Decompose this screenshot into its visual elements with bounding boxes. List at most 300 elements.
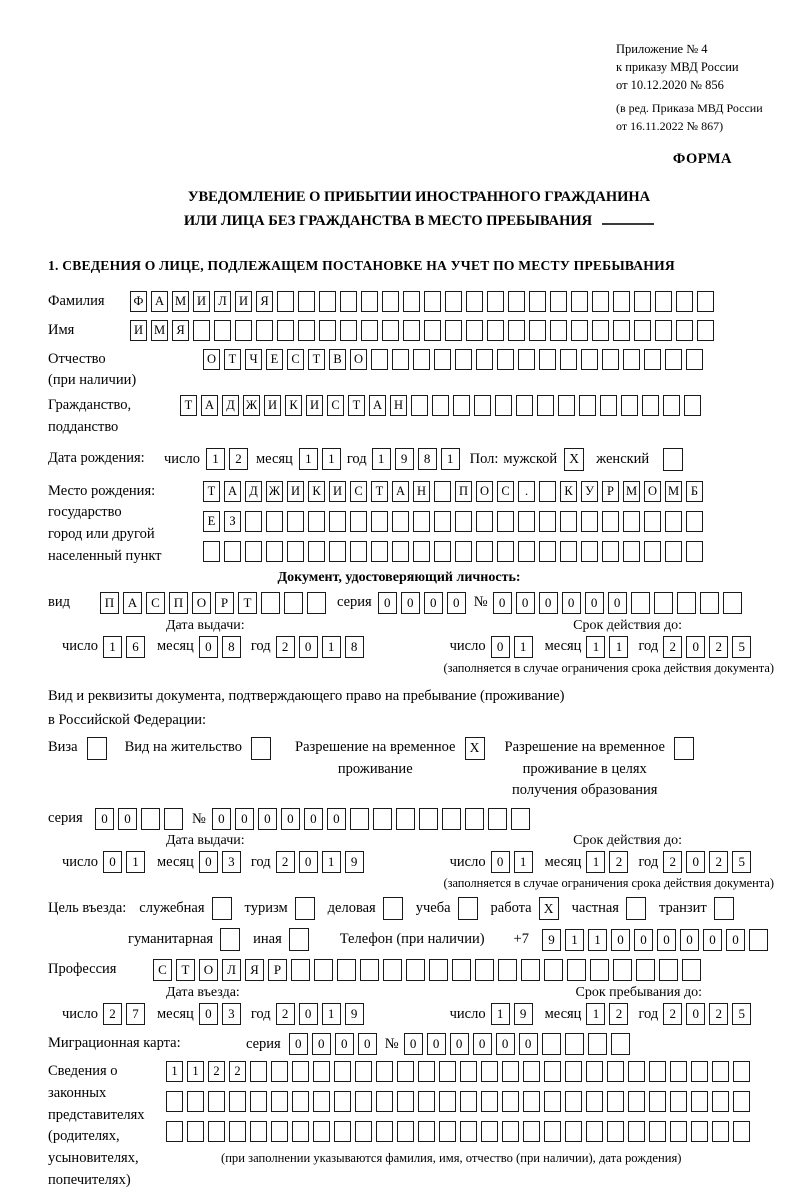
form-cell[interactable]: 0 [258, 808, 277, 830]
form-cell[interactable] [419, 808, 438, 830]
form-cell[interactable] [497, 541, 514, 562]
form-cell[interactable]: 0 [358, 1033, 377, 1055]
form-cell[interactable]: Я [245, 959, 264, 981]
form-cell[interactable]: С [146, 592, 165, 614]
form-cell[interactable] [733, 1061, 750, 1082]
form-cell[interactable]: О [644, 481, 661, 502]
form-cell[interactable] [476, 541, 493, 562]
form-cell[interactable] [432, 395, 449, 416]
form-cell[interactable] [445, 291, 462, 312]
form-cell[interactable]: О [476, 481, 493, 502]
form-cell[interactable]: 1 [322, 1003, 341, 1025]
form-cell[interactable] [631, 592, 650, 614]
form-cell[interactable]: 1 [322, 851, 341, 873]
form-cell[interactable] [684, 395, 701, 416]
birth-month-cells[interactable] [299, 448, 341, 470]
form-cell[interactable] [676, 291, 693, 312]
temp-permit-edu-checkbox[interactable] [674, 737, 694, 760]
form-cell[interactable] [208, 1121, 225, 1142]
form-cell[interactable]: 9 [395, 448, 414, 470]
form-cell[interactable] [298, 291, 315, 312]
form-cell[interactable]: 0 [493, 592, 512, 614]
form-cell[interactable] [529, 291, 546, 312]
form-cell[interactable]: 2 [709, 1003, 728, 1025]
form-cell[interactable]: Ч [245, 349, 262, 370]
form-cell[interactable] [271, 1121, 288, 1142]
stay-month-cells[interactable] [586, 1003, 628, 1025]
form-cell[interactable]: 0 [199, 851, 218, 873]
form-cell[interactable] [251, 737, 271, 760]
doc-issue-year-cells[interactable] [276, 636, 364, 658]
form-cell[interactable]: 0 [447, 592, 466, 614]
birthplace-row1-cells[interactable] [203, 481, 703, 502]
form-cell[interactable] [600, 395, 617, 416]
form-cell[interactable]: Я [172, 320, 189, 341]
form-cell[interactable] [429, 959, 448, 981]
doc-series-cells[interactable] [378, 592, 466, 614]
form-cell[interactable] [579, 395, 596, 416]
form-cell[interactable] [224, 541, 241, 562]
form-cell[interactable]: 1 [372, 448, 391, 470]
form-cell[interactable] [355, 1091, 372, 1112]
form-cell[interactable] [498, 959, 517, 981]
form-cell[interactable]: А [392, 481, 409, 502]
form-cell[interactable]: 0 [491, 636, 510, 658]
migcard-number-cells[interactable] [404, 1033, 630, 1055]
form-cell[interactable] [663, 448, 683, 471]
form-cell[interactable] [455, 349, 472, 370]
sex-female-checkbox[interactable] [663, 448, 683, 471]
form-cell[interactable] [277, 320, 294, 341]
form-cell[interactable] [626, 897, 646, 920]
purpose-study-checkbox[interactable] [458, 897, 478, 920]
form-cell[interactable] [613, 291, 630, 312]
form-cell[interactable]: 9 [345, 1003, 364, 1025]
form-cell[interactable] [697, 320, 714, 341]
form-cell[interactable] [392, 349, 409, 370]
phone-cells[interactable] [542, 929, 768, 951]
form-cell[interactable]: 1 [588, 929, 607, 951]
form-cell[interactable] [544, 1121, 561, 1142]
form-cell[interactable] [208, 1091, 225, 1112]
purpose-official-checkbox[interactable] [212, 897, 232, 920]
form-cell[interactable]: К [560, 481, 577, 502]
form-cell[interactable]: 1 [586, 851, 605, 873]
form-cell[interactable] [665, 511, 682, 532]
form-cell[interactable]: П [100, 592, 119, 614]
form-cell[interactable]: М [665, 481, 682, 502]
form-cell[interactable]: 1 [103, 636, 122, 658]
form-cell[interactable]: 0 [299, 636, 318, 658]
temp-permit-checkbox[interactable] [465, 737, 485, 760]
form-cell[interactable] [403, 320, 420, 341]
form-cell[interactable]: 0 [680, 929, 699, 951]
form-cell[interactable]: А [151, 291, 168, 312]
form-cell[interactable]: Н [413, 481, 430, 502]
form-cell[interactable]: 8 [345, 636, 364, 658]
form-cell[interactable] [397, 1121, 414, 1142]
form-cell[interactable]: И [287, 481, 304, 502]
form-cell[interactable]: О [203, 349, 220, 370]
form-cell[interactable] [665, 349, 682, 370]
form-cell[interactable] [250, 1121, 267, 1142]
form-cell[interactable] [497, 349, 514, 370]
form-cell[interactable]: И [235, 291, 252, 312]
citizenship-cells[interactable] [180, 395, 701, 416]
form-cell[interactable] [634, 320, 651, 341]
form-cell[interactable] [544, 1091, 561, 1112]
form-cell[interactable] [488, 808, 507, 830]
form-cell[interactable] [284, 592, 303, 614]
form-cell[interactable]: 0 [686, 851, 705, 873]
form-cell[interactable]: 7 [126, 1003, 145, 1025]
form-cell[interactable]: И [264, 395, 281, 416]
form-cell[interactable] [649, 1091, 666, 1112]
form-cell[interactable]: 1 [206, 448, 225, 470]
entry-year-cells[interactable] [276, 1003, 364, 1025]
form-cell[interactable] [266, 541, 283, 562]
form-cell[interactable]: О [192, 592, 211, 614]
form-cell[interactable] [481, 1121, 498, 1142]
form-cell[interactable] [670, 1121, 687, 1142]
form-cell[interactable] [313, 1061, 330, 1082]
visa-checkbox[interactable] [87, 737, 107, 760]
form-cell[interactable]: 0 [289, 1033, 308, 1055]
form-cell[interactable]: Л [214, 291, 231, 312]
form-cell[interactable]: Д [222, 395, 239, 416]
form-cell[interactable] [466, 320, 483, 341]
form-cell[interactable] [418, 1121, 435, 1142]
form-cell[interactable] [166, 1121, 183, 1142]
form-cell[interactable]: 0 [657, 929, 676, 951]
form-cell[interactable] [586, 1091, 603, 1112]
form-cell[interactable]: 9 [542, 929, 561, 951]
form-cell[interactable] [655, 320, 672, 341]
form-cell[interactable] [376, 1061, 393, 1082]
form-cell[interactable] [371, 541, 388, 562]
form-cell[interactable] [141, 808, 160, 830]
form-cell[interactable] [295, 897, 315, 920]
form-cell[interactable] [712, 1061, 729, 1082]
stay-year-cells[interactable] [663, 1003, 751, 1025]
doc-number-cells[interactable] [493, 592, 742, 614]
form-cell[interactable] [592, 291, 609, 312]
form-cell[interactable]: 0 [299, 1003, 318, 1025]
form-cell[interactable] [571, 291, 588, 312]
form-cell[interactable] [523, 1121, 540, 1142]
form-cell[interactable]: М [172, 291, 189, 312]
form-cell[interactable] [235, 320, 252, 341]
form-cell[interactable] [475, 959, 494, 981]
form-cell[interactable]: 2 [103, 1003, 122, 1025]
form-cell[interactable] [567, 959, 586, 981]
form-cell[interactable] [502, 1061, 519, 1082]
form-cell[interactable] [411, 395, 428, 416]
form-cell[interactable] [307, 592, 326, 614]
form-cell[interactable] [329, 541, 346, 562]
form-cell[interactable] [714, 897, 734, 920]
form-cell[interactable]: 2 [609, 851, 628, 873]
form-cell[interactable]: М [151, 320, 168, 341]
form-cell[interactable] [550, 320, 567, 341]
form-cell[interactable]: 0 [299, 851, 318, 873]
surname-cells[interactable] [130, 291, 714, 312]
form-cell[interactable] [452, 959, 471, 981]
migcard-series-cells[interactable] [289, 1033, 377, 1055]
entry-day-cells[interactable] [103, 1003, 145, 1025]
form-cell[interactable] [319, 291, 336, 312]
form-cell[interactable] [686, 511, 703, 532]
form-cell[interactable]: 0 [304, 808, 323, 830]
form-cell[interactable]: 0 [312, 1033, 331, 1055]
form-cell[interactable] [460, 1121, 477, 1142]
form-cell[interactable] [644, 349, 661, 370]
form-cell[interactable] [539, 511, 556, 532]
form-cell[interactable] [497, 511, 514, 532]
form-cell[interactable]: 2 [709, 851, 728, 873]
form-cell[interactable]: С [153, 959, 172, 981]
form-cell[interactable] [542, 1033, 561, 1055]
form-cell[interactable]: 0 [539, 592, 558, 614]
form-cell[interactable]: Т [224, 349, 241, 370]
form-cell[interactable] [250, 1061, 267, 1082]
form-cell[interactable] [602, 541, 619, 562]
form-cell[interactable]: 0 [199, 636, 218, 658]
permit-issue-month-cells[interactable] [199, 851, 241, 873]
form-cell[interactable]: 2 [663, 851, 682, 873]
form-cell[interactable] [371, 511, 388, 532]
form-cell[interactable]: 2 [229, 448, 248, 470]
form-cell[interactable] [413, 511, 430, 532]
form-cell[interactable] [523, 1091, 540, 1112]
form-cell[interactable]: 0 [404, 1033, 423, 1055]
form-cell[interactable] [434, 541, 451, 562]
form-cell[interactable]: 0 [235, 808, 254, 830]
permit-issue-year-cells[interactable] [276, 851, 364, 873]
form-cell[interactable] [474, 395, 491, 416]
form-cell[interactable]: 0 [199, 1003, 218, 1025]
form-cell[interactable]: И [130, 320, 147, 341]
form-cell[interactable] [642, 395, 659, 416]
form-cell[interactable] [565, 1061, 582, 1082]
permit-issue-day-cells[interactable] [103, 851, 145, 873]
form-cell[interactable]: 0 [519, 1033, 538, 1055]
form-cell[interactable] [371, 349, 388, 370]
form-cell[interactable] [502, 1121, 519, 1142]
form-cell[interactable] [518, 511, 535, 532]
form-cell[interactable] [623, 511, 640, 532]
form-cell[interactable] [439, 1121, 456, 1142]
form-cell[interactable]: Т [180, 395, 197, 416]
form-cell[interactable] [686, 349, 703, 370]
form-cell[interactable] [434, 481, 451, 502]
form-cell[interactable]: 1 [166, 1061, 183, 1082]
form-cell[interactable] [588, 1033, 607, 1055]
permit-number-cells[interactable] [212, 808, 530, 830]
form-cell[interactable]: 2 [663, 1003, 682, 1025]
form-cell[interactable]: 2 [276, 636, 295, 658]
purpose-tourism-checkbox[interactable] [295, 897, 315, 920]
doc-valid-day-cells[interactable] [491, 636, 533, 658]
form-cell[interactable] [220, 928, 240, 951]
form-cell[interactable]: Н [390, 395, 407, 416]
form-cell[interactable] [382, 291, 399, 312]
form-cell[interactable] [636, 959, 655, 981]
form-cell[interactable] [581, 511, 598, 532]
form-cell[interactable] [665, 541, 682, 562]
form-cell[interactable]: 0 [281, 808, 300, 830]
birth-year-cells[interactable] [372, 448, 460, 470]
profession-cells[interactable] [153, 959, 701, 981]
form-cell[interactable] [245, 541, 262, 562]
form-cell[interactable] [187, 1091, 204, 1112]
form-cell[interactable]: А [369, 395, 386, 416]
form-cell[interactable] [495, 395, 512, 416]
form-cell[interactable]: 5 [732, 1003, 751, 1025]
form-cell[interactable] [458, 897, 478, 920]
form-cell[interactable]: 9 [345, 851, 364, 873]
form-cell[interactable] [229, 1091, 246, 1112]
patronymic-cells[interactable] [203, 349, 703, 370]
form-cell[interactable]: 9 [514, 1003, 533, 1025]
form-cell[interactable] [424, 320, 441, 341]
form-cell[interactable] [397, 1091, 414, 1112]
form-cell[interactable] [455, 541, 472, 562]
form-cell[interactable] [613, 959, 632, 981]
form-cell[interactable] [691, 1121, 708, 1142]
form-cell[interactable] [670, 1061, 687, 1082]
form-cell[interactable] [292, 1091, 309, 1112]
form-cell[interactable]: 8 [418, 448, 437, 470]
form-cell[interactable] [418, 1091, 435, 1112]
form-cell[interactable] [406, 959, 425, 981]
form-cell[interactable]: Я [256, 291, 273, 312]
form-cell[interactable]: Р [602, 481, 619, 502]
form-cell[interactable] [644, 541, 661, 562]
form-cell[interactable] [271, 1061, 288, 1082]
form-cell[interactable] [453, 395, 470, 416]
form-cell[interactable]: 2 [276, 1003, 295, 1025]
form-cell[interactable] [193, 320, 210, 341]
purpose-business-checkbox[interactable] [383, 897, 403, 920]
form-cell[interactable] [434, 349, 451, 370]
form-cell[interactable]: К [308, 481, 325, 502]
form-cell[interactable]: 0 [103, 851, 122, 873]
form-cell[interactable]: 1 [441, 448, 460, 470]
form-cell[interactable] [602, 349, 619, 370]
form-cell[interactable] [565, 1121, 582, 1142]
form-cell[interactable] [287, 541, 304, 562]
form-cell[interactable] [212, 897, 232, 920]
form-cell[interactable] [602, 511, 619, 532]
form-cell[interactable] [418, 1061, 435, 1082]
form-cell[interactable]: А [224, 481, 241, 502]
form-cell[interactable] [308, 511, 325, 532]
form-cell[interactable] [361, 291, 378, 312]
form-cell[interactable] [544, 959, 563, 981]
doc-type-cells[interactable] [100, 592, 326, 614]
form-cell[interactable] [537, 395, 554, 416]
form-cell[interactable] [292, 1121, 309, 1142]
stay-day-cells[interactable] [491, 1003, 533, 1025]
form-cell[interactable]: . [518, 481, 535, 502]
form-cell[interactable]: Т [176, 959, 195, 981]
form-cell[interactable]: 0 [496, 1033, 515, 1055]
form-cell[interactable] [611, 1033, 630, 1055]
form-cell[interactable] [691, 1091, 708, 1112]
form-cell[interactable] [644, 511, 661, 532]
form-cell[interactable] [654, 592, 673, 614]
form-cell[interactable]: И [193, 291, 210, 312]
form-cell[interactable] [623, 541, 640, 562]
form-cell[interactable]: 0 [335, 1033, 354, 1055]
form-cell[interactable]: Е [203, 511, 220, 532]
form-cell[interactable] [523, 1061, 540, 1082]
form-cell[interactable] [334, 1121, 351, 1142]
form-cell[interactable] [659, 959, 678, 981]
form-cell[interactable]: В [329, 349, 346, 370]
form-cell[interactable] [439, 1091, 456, 1112]
form-cell[interactable]: X [465, 737, 485, 760]
form-cell[interactable] [481, 1091, 498, 1112]
form-cell[interactable]: 0 [611, 929, 630, 951]
form-cell[interactable] [682, 959, 701, 981]
form-cell[interactable]: К [285, 395, 302, 416]
form-cell[interactable] [340, 291, 357, 312]
form-cell[interactable] [334, 1091, 351, 1112]
permit-series-cells[interactable] [95, 808, 183, 830]
sex-male-checkbox[interactable] [564, 448, 584, 471]
form-cell[interactable] [560, 349, 577, 370]
form-cell[interactable]: Ж [266, 481, 283, 502]
form-cell[interactable] [445, 320, 462, 341]
form-cell[interactable] [518, 349, 535, 370]
form-cell[interactable] [466, 291, 483, 312]
form-cell[interactable]: Б [686, 481, 703, 502]
doc-issue-day-cells[interactable] [103, 636, 145, 658]
form-cell[interactable] [439, 1061, 456, 1082]
form-cell[interactable] [571, 320, 588, 341]
purpose-private-checkbox[interactable] [626, 897, 646, 920]
form-cell[interactable] [560, 511, 577, 532]
form-cell[interactable] [607, 1121, 624, 1142]
form-cell[interactable] [403, 291, 420, 312]
form-cell[interactable]: 1 [514, 636, 533, 658]
form-cell[interactable] [649, 1061, 666, 1082]
form-cell[interactable] [649, 1121, 666, 1142]
form-cell[interactable] [203, 541, 220, 562]
form-cell[interactable]: Ф [130, 291, 147, 312]
form-cell[interactable]: 5 [732, 851, 751, 873]
form-cell[interactable] [245, 511, 262, 532]
form-cell[interactable] [539, 349, 556, 370]
form-cell[interactable]: П [455, 481, 472, 502]
form-cell[interactable]: С [287, 349, 304, 370]
form-cell[interactable] [334, 1061, 351, 1082]
form-cell[interactable] [442, 808, 461, 830]
form-cell[interactable] [271, 1091, 288, 1112]
form-cell[interactable] [261, 592, 280, 614]
permit-valid-month-cells[interactable] [586, 851, 628, 873]
form-cell[interactable] [516, 395, 533, 416]
form-cell[interactable] [558, 395, 575, 416]
form-cell[interactable] [539, 541, 556, 562]
form-cell[interactable] [607, 1091, 624, 1112]
representatives-row2-cells[interactable] [166, 1091, 750, 1112]
form-cell[interactable] [676, 320, 693, 341]
form-cell[interactable]: 2 [609, 1003, 628, 1025]
form-cell[interactable] [266, 511, 283, 532]
